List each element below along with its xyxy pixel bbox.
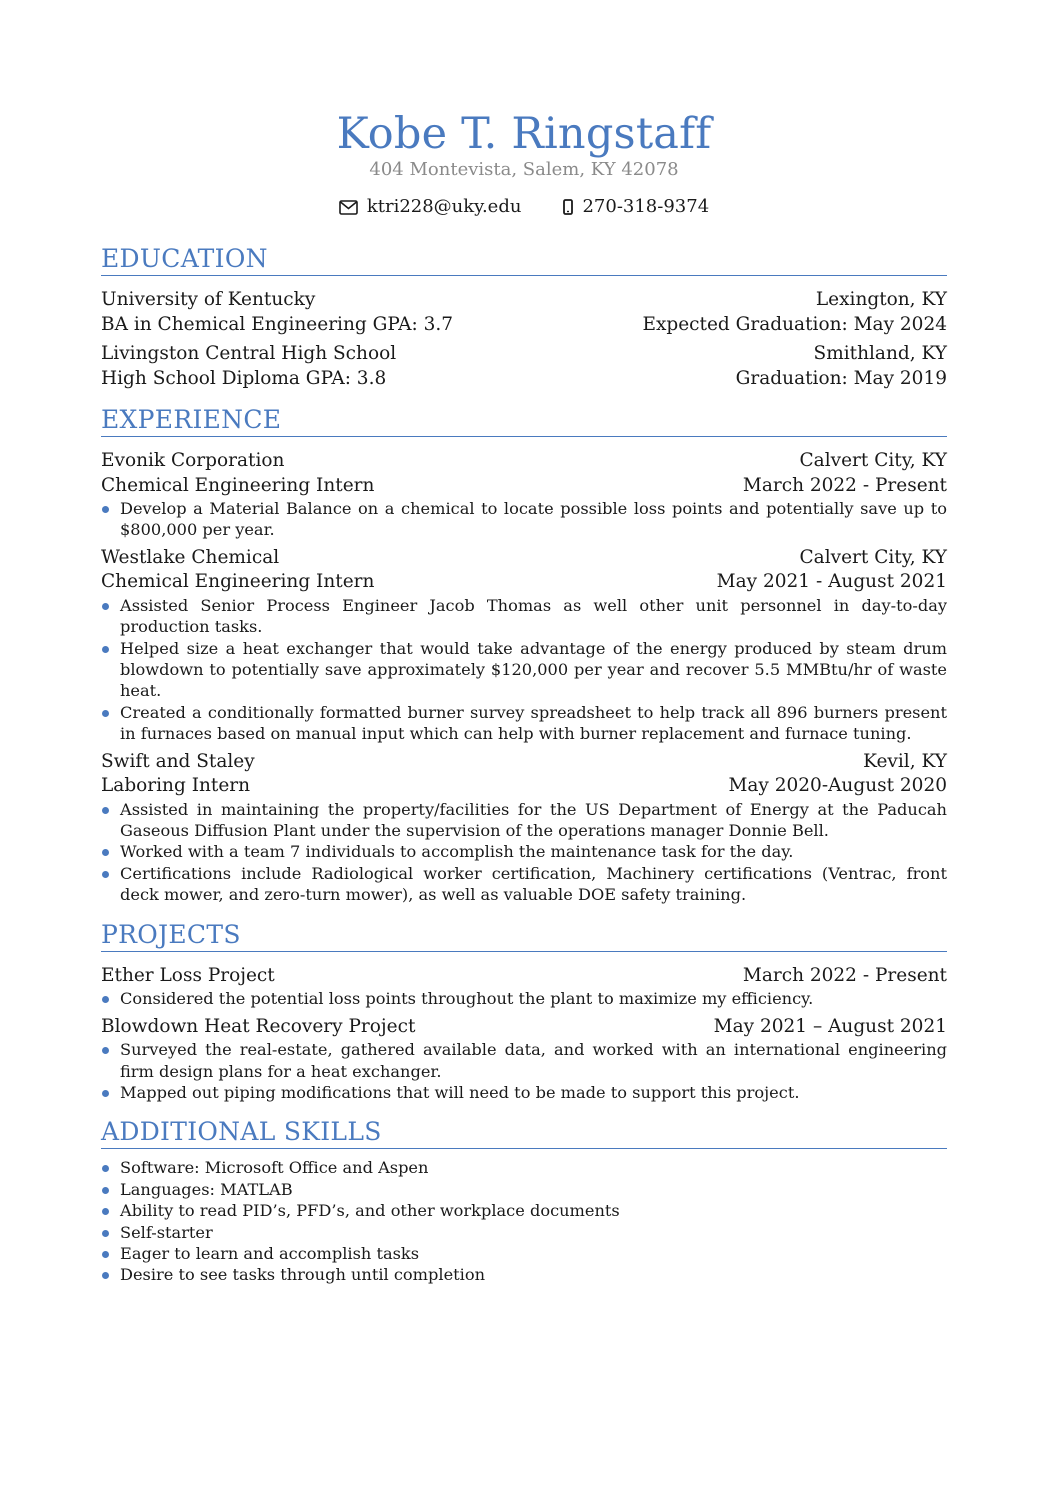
graduation-date: Graduation: May 2019: [735, 367, 947, 389]
list-item: Created a conditionally formatted burner survey spreadsheet to help track all 896 burners present in furnaces based on manual input which can help with burner replacement and furnace tuning.: [101, 702, 947, 745]
project-name: Blowdown Heat Recovery Project: [101, 1015, 416, 1037]
section-title-projects: PROJECTS: [101, 920, 947, 952]
company-location: Kevil, KY: [863, 750, 947, 772]
list-item: Assisted in maintaining the property/facilities for the US Department of Energy at the Paducah Gaseous Diffusion Plant under the supervision of the operations manager Donnie Bell.: [101, 799, 947, 842]
email-contact[interactable]: [339, 196, 522, 218]
experience-entry: [101, 546, 947, 745]
projects-section: [101, 920, 947, 1104]
section-title-skills: ADDITIONAL SKILLS: [101, 1117, 947, 1149]
job-dates: March 2022 - Present: [742, 474, 947, 496]
company-name: Swift and Staley: [101, 750, 255, 772]
phone-contact[interactable]: [563, 196, 709, 218]
school-name: University of Kentucky: [101, 289, 316, 310]
education-entry: [101, 342, 947, 391]
company-name: Evonik Corporation: [101, 450, 285, 471]
job-dates: May 2021 - August 2021: [716, 571, 947, 593]
section-title-experience: EXPERIENCE: [101, 405, 947, 437]
bullet-list: [101, 988, 947, 1009]
degree: High School Diploma GPA: 3.8: [101, 367, 387, 389]
job-role: Chemical Engineering Intern: [101, 571, 375, 593]
bullet-list: [101, 1039, 947, 1103]
resume-header: [101, 110, 947, 218]
bullet-dot-icon: [102, 1208, 109, 1215]
project-entry: [101, 964, 947, 1010]
bullet-dot-icon: [102, 1090, 109, 1097]
school-location: Lexington, KY: [815, 289, 947, 310]
company-name: Westlake Chemical: [101, 546, 280, 568]
bullet-dot-icon: [102, 807, 109, 814]
bullet-dot-icon: [102, 1251, 109, 1258]
experience-entry: [101, 449, 947, 541]
bullet-list: [101, 595, 947, 745]
project-dates: March 2022 - Present: [742, 964, 947, 986]
bullet-dot-icon: [102, 1272, 109, 1279]
company-location: Calvert City, KY: [799, 546, 947, 568]
job-dates: May 2020-August 2020: [728, 775, 947, 797]
education-entry: [101, 288, 947, 337]
bullet-list: [101, 498, 947, 541]
bullet-dot-icon: [102, 710, 109, 717]
bullet-dot-icon: [102, 646, 109, 653]
job-role: Chemical Engineering Intern: [101, 474, 375, 496]
envelope-icon: [339, 200, 358, 215]
list-item: Assisted Senior Process Engineer Jacob Thomas as well other unit personnel in day-to-day production tasks.: [101, 595, 947, 638]
job-role: Laboring Intern: [101, 775, 251, 797]
mobile-phone-icon: [563, 199, 573, 215]
bullet-dot-icon: [102, 996, 109, 1003]
school-name: Livingston Central High School: [101, 343, 397, 364]
bullet-dot-icon: [102, 506, 109, 513]
skills-section: [101, 1117, 947, 1285]
company-location: Calvert City, KY: [799, 450, 947, 471]
experience-section: [101, 405, 947, 906]
bullet-list: [101, 799, 947, 906]
project-dates: May 2021 – August 2021: [713, 1015, 947, 1037]
candidate-address: 404 Montevista, Salem, KY 42078: [369, 159, 679, 180]
project-entry: [101, 1015, 947, 1104]
project-name: Ether Loss Project: [101, 964, 275, 986]
degree: BA in Chemical Engineering GPA: 3.7: [101, 313, 454, 335]
list-item: Helped size a heat exchanger that would take advantage of the energy produced by steam drum blowdown to potentially save approximately $120,000 per year and recover 5.5 MMBtu/hr of waste heat.: [101, 638, 947, 702]
list-item: Eager to learn and accomplish tasks: [101, 1243, 947, 1264]
list-item: Self-starter: [101, 1222, 947, 1243]
list-item: Considered the potential loss points throughout the plant to maximize my efficiency.: [101, 988, 947, 1009]
list-item: Software: Microsoft Office and Aspen: [101, 1157, 947, 1178]
bullet-dot-icon: [102, 1187, 109, 1194]
list-item: Worked with a team 7 individuals to accomplish the maintenance task for the day.: [101, 841, 947, 862]
education-section: [101, 244, 947, 391]
list-item: Desire to see tasks through until completion: [101, 1264, 947, 1285]
bullet-dot-icon: [102, 1230, 109, 1237]
candidate-name: Kobe T. Ringstaff: [336, 109, 712, 159]
resume-content: [101, 110, 947, 1286]
school-location: Smithland, KY: [813, 343, 947, 364]
skills-list: [101, 1157, 947, 1285]
graduation-date: Expected Graduation: May 2024: [642, 313, 947, 335]
list-item: Languages: MATLAB: [101, 1179, 947, 1200]
bullet-dot-icon: [102, 1047, 109, 1054]
bullet-dot-icon: [102, 871, 109, 878]
contact-row: [101, 196, 947, 218]
bullet-dot-icon: [102, 1165, 109, 1172]
email-text[interactable]: ktri228@uky.edu: [366, 196, 522, 217]
list-item: Ability to read PID’s, PFD’s, and other workplace documents: [101, 1200, 947, 1221]
list-item: Surveyed the real-estate, gathered available data, and worked with an international engineering firm design plans for a heat exchanger.: [101, 1039, 947, 1082]
list-item: Certifications include Radiological worker certification, Machinery certifications (Ventrac, front deck mower, and zero-turn mower), as well as valuable DOE safety training.: [101, 863, 947, 906]
section-title-education: EDUCATION: [101, 244, 947, 276]
phone-text[interactable]: 270-318-9374: [582, 196, 710, 217]
experience-entry: [101, 750, 947, 906]
bullet-dot-icon: [102, 603, 109, 610]
list-item: Develop a Material Balance on a chemical to locate possible loss points and potentially save up to $800,000 per year.: [101, 498, 947, 541]
list-item: Mapped out piping modifications that will need to be made to support this project.: [101, 1082, 947, 1103]
bullet-dot-icon: [102, 849, 109, 856]
